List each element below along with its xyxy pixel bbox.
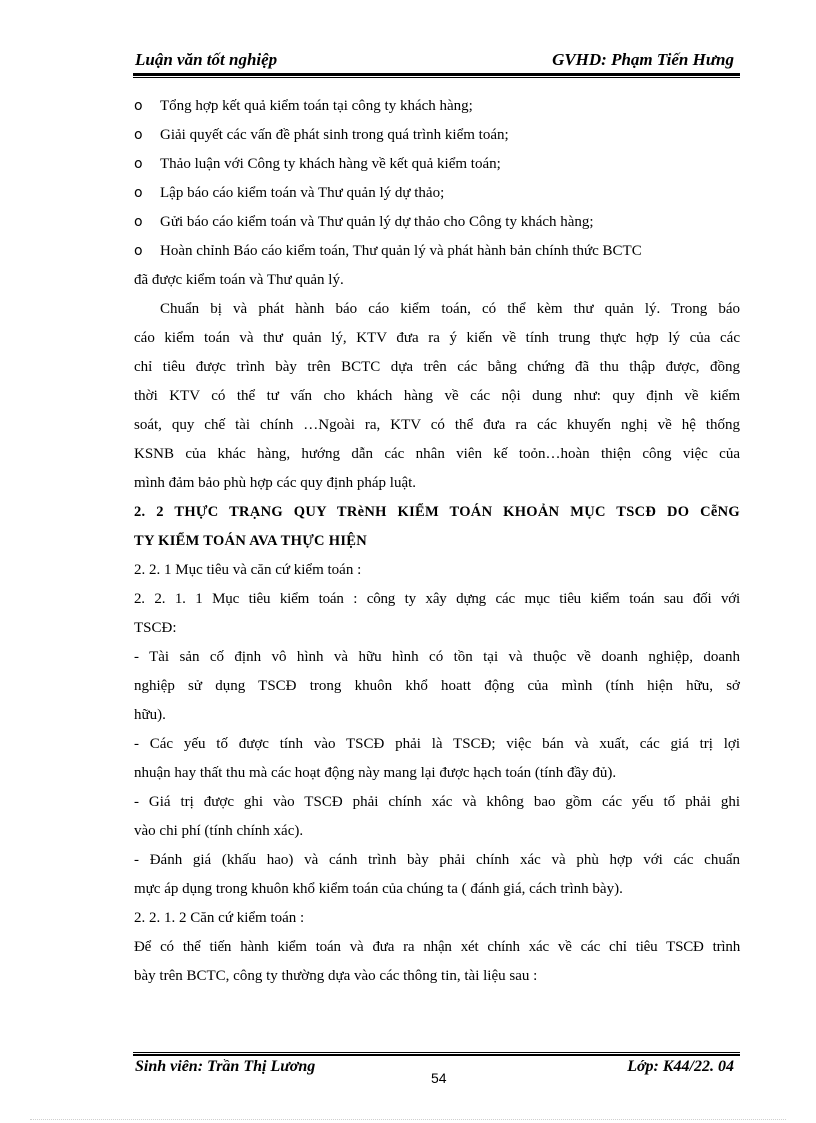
- subsection-heading: 2. 2. 1. 2 Căn cứ kiểm toán :: [134, 910, 305, 926]
- objective-line: mực áp dụng trong khuôn khổ kiểm toán của chúng ta ( đánh giá, cách trình bày).: [134, 881, 623, 897]
- header-rule: [133, 73, 740, 76]
- page-header: [133, 50, 740, 74]
- objective-line: - Giá trị được ghi vào TSCĐ phải chính xác và không bao gồm các yếu tố phải ghi: [134, 794, 740, 810]
- bullet-item: o Lập báo cáo kiểm toán và Thư quản lý dự thảo;: [134, 179, 740, 208]
- header-supervisor: GVHD: Phạm Tiến Hưng: [552, 50, 734, 69]
- objective-line: vào chi phí (tính chính xác).: [134, 823, 304, 839]
- header-rule-thin: [133, 77, 740, 78]
- objective-line: nhuận hay thất thu mà các hoạt động này mang lại được hạch toán (tính đầy đủ).: [134, 765, 617, 781]
- bullet-continuation: đã được kiểm toán và Thư quản lý.: [134, 272, 344, 288]
- paragraph-line: cáo kiểm toán và thư quản lý, KTV đưa ra ý kiến về tính trung thực hợp lý của các: [134, 330, 740, 346]
- bullet-item: o Thảo luận với Công ty khách hàng về kết quả kiểm toán;: [134, 150, 740, 179]
- section-heading: 2. 2 THỰC TRẠNG QUY TRèNH KIỂM TOÁN KHOẢN MỤC TSCĐ DO CễNG: [134, 504, 740, 520]
- paragraph-line: mình đảm bảo phù hợp các quy định pháp luật.: [134, 475, 417, 491]
- bullet-circle-icon: o: [134, 185, 143, 201]
- paragraph-line: Để có thể tiến hành kiểm toán và đưa ra nhận xét chính xác về các chỉ tiêu TSCĐ trình: [134, 939, 740, 955]
- footer-student-name: Sinh viên: Trần Thị Lương: [135, 1058, 316, 1075]
- bullet-item: o Giải quyết các vấn đề phát sinh trong quá trình kiểm toán;: [134, 121, 740, 150]
- page-edge-divider: [30, 1119, 786, 1120]
- bullet-circle-icon: o: [134, 127, 143, 143]
- objective-line: nghiệp sử dụng TSCĐ trong khuôn khổ hoatt động của mình (tính hiện hữu, sở: [134, 678, 740, 694]
- bullet-circle-icon: o: [134, 214, 143, 230]
- paragraph-line: chỉ tiêu được trình bày trên BCTC dựa trên các bằng chứng đã thu thập được, đồng: [134, 359, 740, 375]
- page-footer: [133, 1058, 740, 1088]
- objective-line: - Đánh giá (khấu hao) và cánh trình bày phải chính xác và phù hợp với các chuẩn: [134, 852, 740, 868]
- bullet-item: o Gửi báo cáo kiểm toán và Thư quản lý dự thảo cho Công ty khách hàng;: [134, 208, 740, 237]
- header-thesis-title: Luận văn tốt nghiệp: [135, 50, 278, 69]
- paragraph-line: KSNB của khác hàng, hướng dẫn các nhân viên kế toỏn…hoàn thiện công việc của: [134, 446, 740, 462]
- page-body: [134, 92, 740, 991]
- footer-rule: [133, 1054, 740, 1056]
- subsection-heading: TSCĐ:: [134, 620, 177, 636]
- page-number: 54: [431, 1070, 447, 1086]
- paragraph-line: thời KTV có thể tư vấn cho khách hàng về các nội dung như: quy định về kiểm: [134, 388, 740, 404]
- objective-line: hữu).: [134, 707, 166, 723]
- bullet-circle-icon: o: [134, 156, 143, 172]
- objective-line: - Tài sản cố định vô hình và hữu hình có tồn tại và thuộc về doanh nghiệp, doanh: [134, 649, 740, 665]
- paragraph-line: soát, quy chế tài chính …Ngoài ra, KTV có thể đưa ra các khuyến nghị về hệ thống: [134, 417, 740, 433]
- bullet-item: o Hoàn chỉnh Báo cáo kiểm toán, Thư quản lý và phát hành bản chính thức BCTC: [134, 237, 740, 266]
- bullet-item: o Tổng hợp kết quả kiểm toán tại công ty khách hàng;: [134, 92, 740, 121]
- subsection-heading: 2. 2. 1. 1 Mục tiêu kiểm toán : công ty xây dựng các mục tiêu kiểm toán sau đối với: [134, 591, 740, 607]
- paragraph-line: Chuẩn bị và phát hành báo cáo kiểm toán, có thể kèm thư quản lý. Trong báo: [160, 301, 740, 317]
- footer-class: Lớp: K44/22. 04: [627, 1058, 734, 1075]
- subsection-heading: 2. 2. 1 Mục tiêu và căn cứ kiểm toán :: [134, 562, 362, 578]
- section-heading: TY KIỂM TOÁN AVA THỰC HIỆN: [134, 533, 368, 549]
- footer-rule-thin: [133, 1052, 740, 1053]
- paragraph-line: bày trên BCTC, công ty thường dựa vào các thông tin, tài liệu sau :: [134, 968, 538, 984]
- objective-line: - Các yếu tố được tính vào TSCĐ phải là TSCĐ; việc bán và xuất, các giá trị lợi: [134, 736, 740, 752]
- bullet-circle-icon: o: [134, 98, 143, 114]
- bullet-circle-icon: o: [134, 243, 143, 259]
